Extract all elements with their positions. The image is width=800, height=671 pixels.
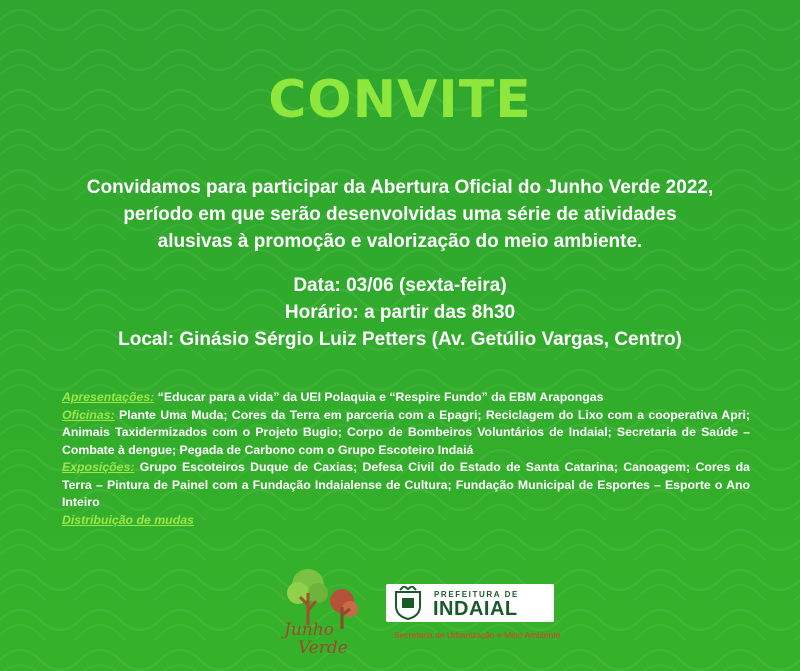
indaial-label: INDAIAL: [433, 598, 518, 620]
workshops-text: Plante Uma Muda; Cores da Terra em parceria com a Epagri; Reciclagem do Lixo com a cooperativa Apri; Animais Taxidermizados com o Projeto Bugio; Corpo de Bombeiros Voluntários de Indaial; Secretaria de Saúde – Combate à dengue; Pegada de Carbono com o Grupo Escoteiro Indaiá: [62, 407, 750, 457]
distribution-item: [62, 512, 750, 530]
event-location: Local: Ginásio Sérgio Luiz Petters (Av. Getúlio Vargas, Centro): [118, 329, 682, 350]
junho-logo-line1: Junho: [284, 620, 334, 640]
activities-list: [62, 389, 750, 529]
junho-logo-line2: Verde: [298, 638, 348, 658]
secretaria-label: Secretaria de Urbanização e Meio Ambiente: [394, 630, 561, 640]
intro-line-3: alusivas à promoção e valorização do meio ambiente.: [157, 231, 643, 252]
presentations-item: [62, 389, 750, 407]
event-details: [40, 272, 760, 353]
exhibitions-text: Grupo Escoteiros Duque de Caxias; Defesa Civil do Estado de Santa Catarina; Canoagem; Cores da Terra – Pintura de Painel com a Fundação Indaialense de Cultura; Fundação Municipal de Esportes – Esporte o Ano Inteiro: [62, 460, 750, 509]
invitation-title: CONVITE: [268, 70, 532, 130]
intro-line-1: Convidamos para participar da Abertura Oficial do Junho Verde 2022,: [86, 177, 714, 198]
event-time: Horário: a partir das 8h30: [284, 302, 516, 323]
exhibitions-item: [62, 459, 750, 512]
prefeitura-label: PREFEITURA DE: [434, 590, 519, 599]
presentations-text: “Educar para a vida” da UEI Polaquia e “Respire Fundo” da EBM Arapongas: [154, 390, 604, 404]
event-date: Data: 03/06 (sexta-feira): [293, 275, 507, 296]
prefeitura-indaial-logo: [386, 584, 554, 622]
junho-verde-logo: [280, 563, 364, 663]
intro-line-2: período em que serão desenvolvidas uma série de atividades: [123, 204, 677, 225]
distribution-label: Distribuição de mudas: [62, 512, 194, 527]
intro-text: [40, 174, 760, 255]
exhibitions-label: Exposições:: [62, 460, 135, 474]
workshops-item: [62, 407, 750, 460]
workshops-label: Oficinas:: [62, 407, 115, 422]
city-crest-icon: [390, 586, 426, 620]
presentations-label: Apresentações:: [62, 390, 155, 404]
